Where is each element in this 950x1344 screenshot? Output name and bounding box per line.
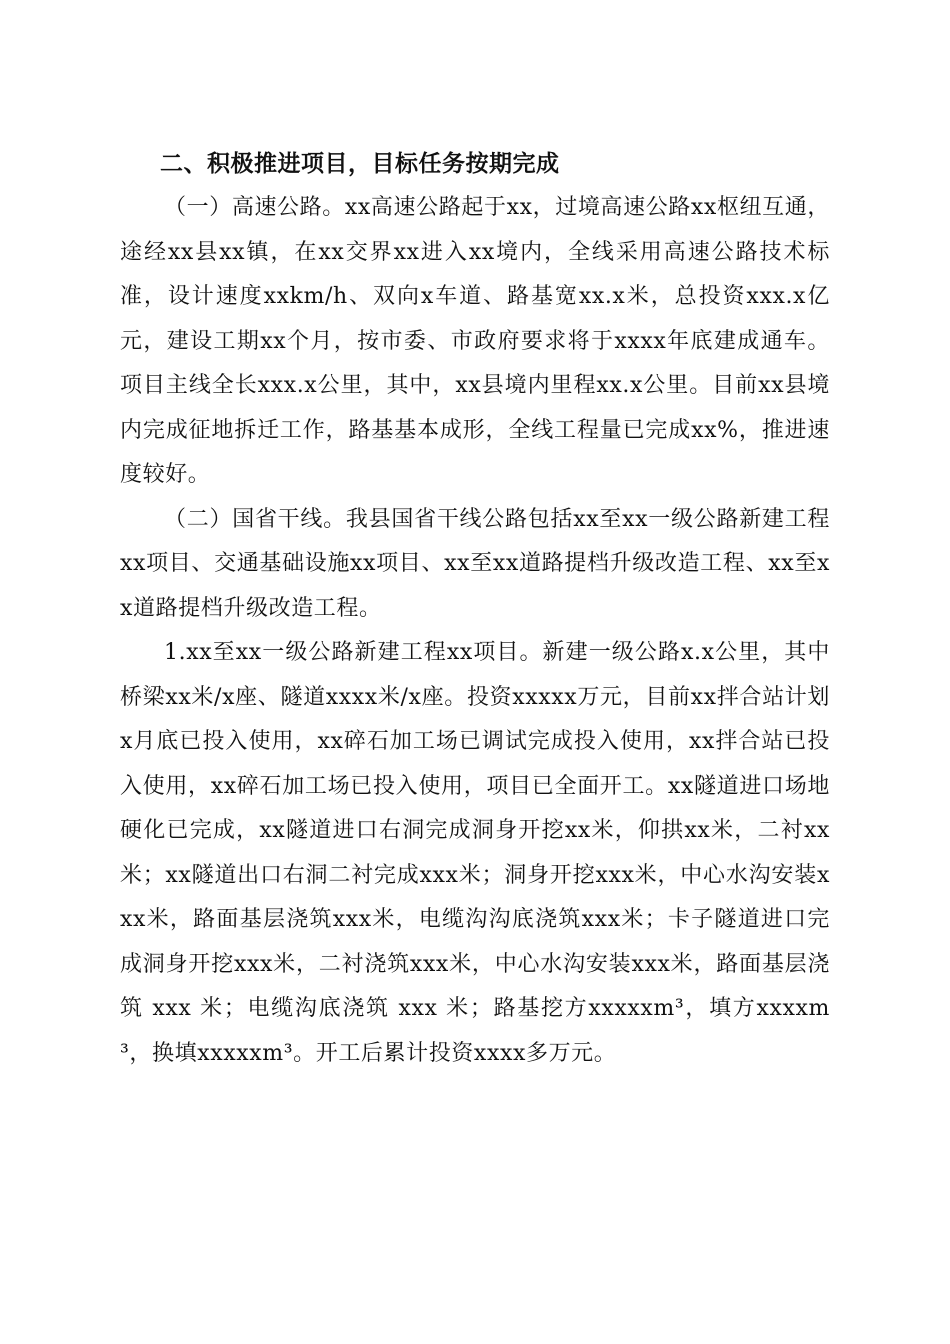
paragraph-national-provincial-roads: （二）国省干线。我县国省干线公路包括xx至xx一级公路新建工程xx项目、交通基础设施xx项目、xx至xx道路提档升级改造工程、xx至xx道路提档升级改造工程。	[120, 506, 830, 621]
document-body	[120, 142, 830, 1076]
paragraph-highway: （一）高速公路。xx高速公路起于xx，过境高速公路xx枢纽互通，途经xx县xx镇，在xx交界xx进入xx境内，全线采用高速公路技术标准，设计速度xxkm/h、双向x车道、路基宽xx.x米，总投资xxx.x亿元，建设工期xx个月，按市委、市政府要求将于xxxx年底建成通车。项目主线全长xxx.x公里，其中，xx县境内里程xx.x公里。目前xx县境内完成征地拆迁工作，路基基本成形，全线工程量已完成xx%，推进速度较好。	[120, 195, 830, 487]
section-heading: 二、积极推进项目，目标任务按期完成	[160, 151, 560, 177]
paragraph-project-1: 1.xx至xx一级公路新建工程xx项目。新建一级公路x.x公里，其中桥梁xx米/x座、隧道xxxx米/x座。投资xxxxx万元，目前xx拌合站计划x月底已投入使用，xx碎石加工场已调试完成投入使用，xx拌合站已投入使用，xx碎石加工场已投入使用，项目已全面开工。xx隧道进口场地硬化已完成，xx隧道进口右洞完成洞身开挖xx米，仰拱xx米，二衬xx米；xx隧道出口右洞二衬完成xxx米；洞身开挖xxx米，中心水沟安装xxx米，路面基层浇筑xxx米，电缆沟沟底浇筑xxx米；卡子隧道进口完成洞身开挖xxx米，二衬浇筑xxx米，中心水沟安装xxx米，路面基层浇筑 xxx 米；电缆沟底浇筑 xxx 米；路基挖方xxxxxm³，填方xxxxm³，换填xxxxxm³。开工后累计投资xxxx多万元。	[120, 640, 830, 1066]
